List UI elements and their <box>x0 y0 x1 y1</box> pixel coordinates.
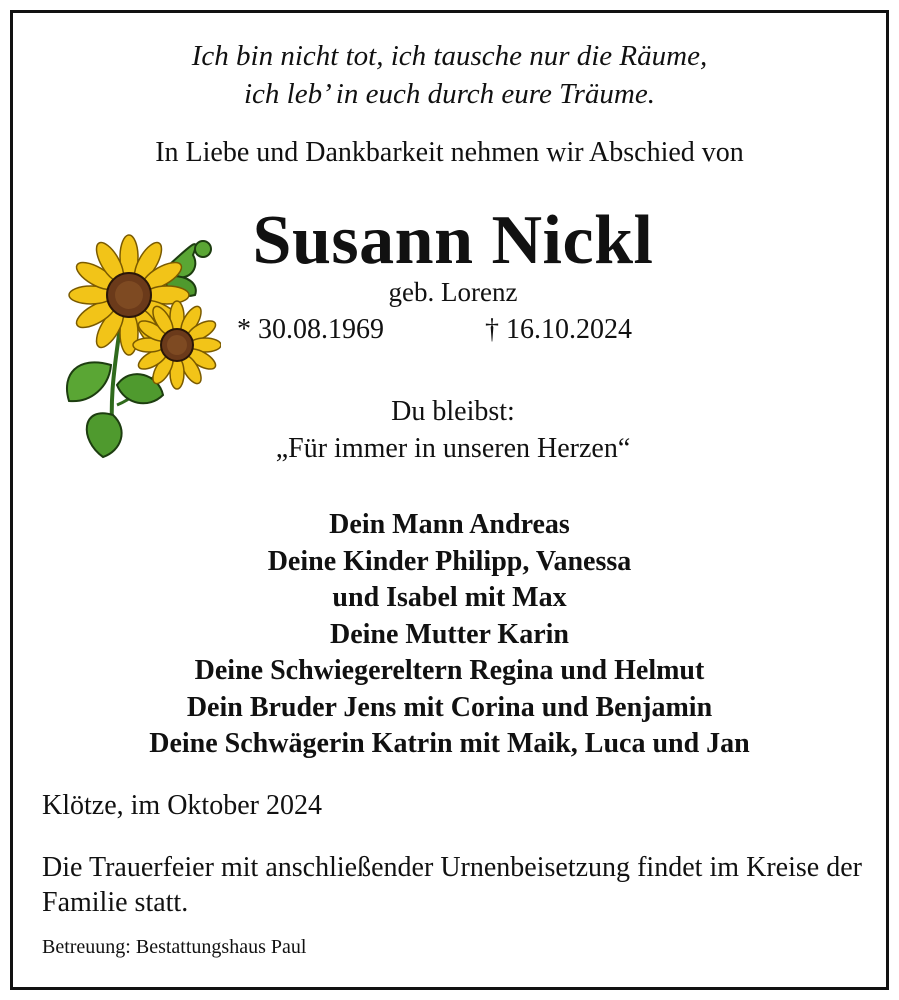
funeral-home-credit: Betreuung: Bestattungshaus Paul <box>42 936 307 958</box>
mourner-line: Dein Mann Andreas <box>329 509 570 540</box>
deceased-name: Susann Nickl <box>252 202 654 279</box>
intro-text: In Liebe und Dankbarkeit nehmen wir Abschied von <box>155 137 744 168</box>
motto-line-1: Ich bin nicht tot, ich tausche nur die Räume, <box>191 40 708 72</box>
sunflower-icon <box>51 225 221 461</box>
mourners-list <box>13 507 886 763</box>
motto-verse <box>13 37 886 113</box>
farewell-verse <box>213 393 693 467</box>
place-date: Klötze, im Oktober 2024 <box>42 790 322 821</box>
mourner-line: und Isabel mit Max <box>332 582 567 613</box>
mourner-line: Dein Bruder Jens mit Corina und Benjamin <box>186 691 713 723</box>
verse-line-2: „Für immer in unseren Herzen“ <box>275 433 631 464</box>
mourner-line: Deine Schwiegereltern Regina und Helmut <box>194 655 705 686</box>
mourner-line: Deine Schwägerin Katrin mit Maik, Luca und Jan <box>149 728 750 759</box>
funeral-note: Die Trauerfeier mit anschließender Urnenbeisetzung findet im Kreise der Familie statt. <box>42 852 862 918</box>
obituary-notice <box>10 10 889 990</box>
mourner-line: Deine Mutter Karin <box>330 618 569 650</box>
verse-line-1: Du bleibst: <box>391 396 515 427</box>
birth-date: * 30.08.1969 <box>237 314 384 345</box>
maiden-name: geb. Lorenz <box>388 277 518 307</box>
mourner-line: Deine Kinder Philipp, Vanessa <box>267 545 632 577</box>
death-date: † 16.10.2024 <box>485 314 632 345</box>
motto-line-2: ich leb’ in euch durch eure Träume. <box>243 78 655 110</box>
